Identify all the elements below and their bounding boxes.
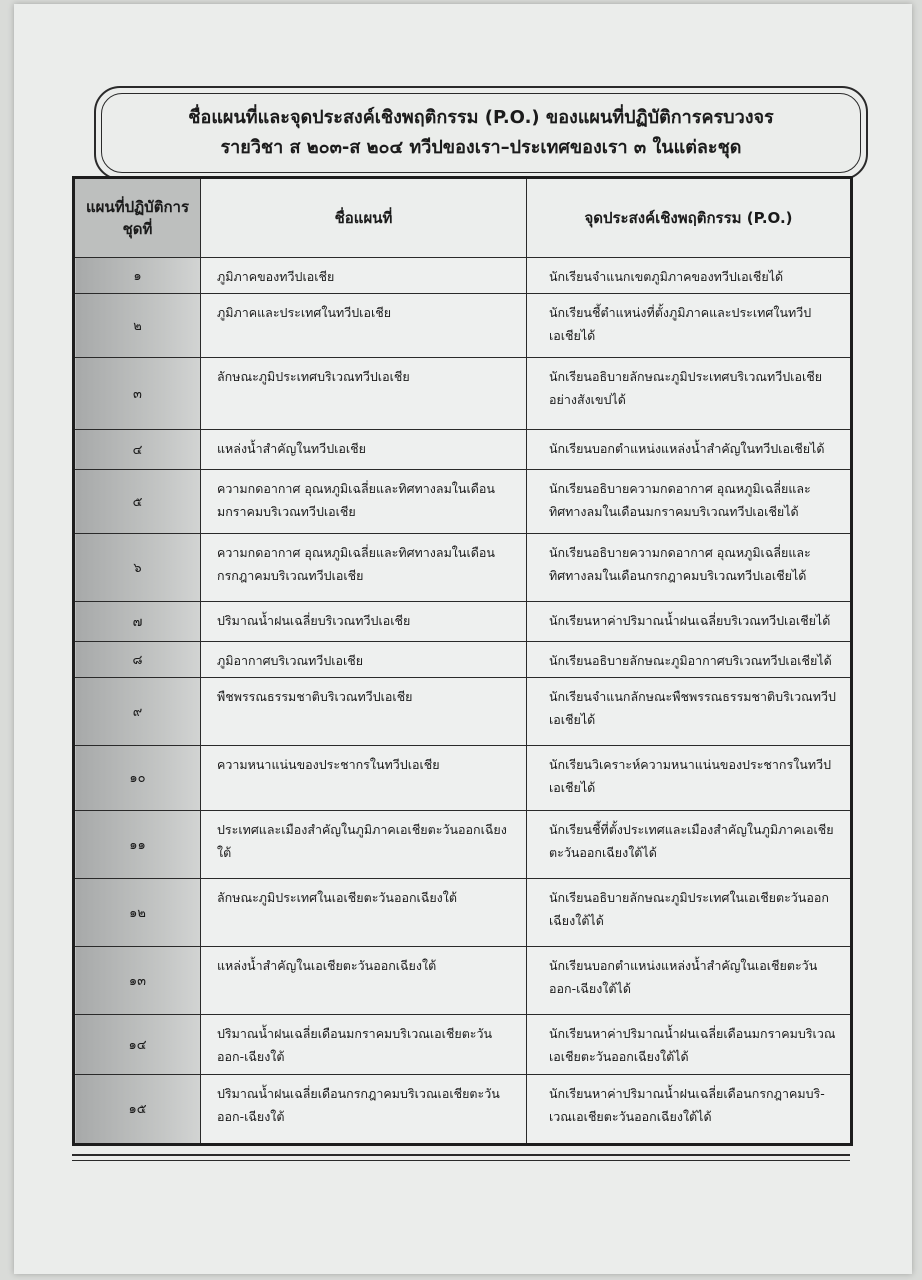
- row-set-number: ๑๕: [74, 1074, 201, 1144]
- row-objective: นักเรียนหาค่าปริมาณน้ำฝนเฉลี่ยบริเวณทวีปเอเชียได้: [527, 602, 852, 642]
- row-objective: นักเรียนอธิบายลักษณะภูมิประเทศบริเวณทวีปเอเชียอย่างสังเขปได้: [527, 358, 852, 430]
- row-set-number: ๑๑: [74, 810, 201, 878]
- row-set-number: ๑๐: [74, 746, 201, 810]
- row-objective: นักเรียนอธิบายความกดอากาศ อุณหภูมิเฉลี่ยและทิศทางลมในเดือนมกราคมบริเวณทวีปเอเชียได้: [527, 470, 852, 534]
- table-body: [74, 258, 852, 1145]
- title-line-1: ชื่อแผนที่และจุดประสงค์เชิงพฤติกรรม (P.O.) ของแผนที่ปฏิบัติการครบวงจร: [188, 107, 774, 128]
- row-map-name: ความกดอากาศ อุณหภูมิเฉลี่ยและทิศทางลมในเดือนกรกฎาคมบริเวณทวีปเอเชีย: [201, 534, 527, 602]
- row-objective: นักเรียนอธิบายลักษณะภูมิประเทศในเอเชียตะวันออกเฉียงใต้ได้: [527, 878, 852, 946]
- row-map-name: ภูมิภาคของทวีปเอเชีย: [201, 258, 527, 294]
- table-row: [74, 358, 852, 430]
- title-line-2: รายวิชา ส ๒๐๓-ส ๒๐๔ ทวีปของเรา–ประเทศของเรา ๓ ในแต่ละชุด: [220, 137, 742, 158]
- row-map-name: แหล่งน้ำสำคัญในทวีปเอเชีย: [201, 430, 527, 470]
- row-objective: นักเรียนหาค่าปริมาณน้ำฝนเฉลี่ยเดือนมกราคมบริเวณเอเชียตะวันออกเฉียงใต้ได้: [527, 1014, 852, 1074]
- row-set-number: ๓: [74, 358, 201, 430]
- table-row: [74, 258, 852, 294]
- plans-table: [72, 176, 853, 1146]
- table-row: [74, 642, 852, 678]
- row-set-number: ๘: [74, 642, 201, 678]
- row-objective: นักเรียนจำแนกเขตภูมิภาคของทวีปเอเชียได้: [527, 258, 852, 294]
- row-set-number: ๑: [74, 258, 201, 294]
- row-objective: นักเรียนชี้ที่ตั้งประเทศและเมืองสำคัญในภูมิภาคเอเชียตะวันออกเฉียงใต้ได้: [527, 810, 852, 878]
- table-row: [74, 470, 852, 534]
- table-row: [74, 746, 852, 810]
- row-set-number: ๖: [74, 534, 201, 602]
- row-map-name: แหล่งน้ำสำคัญในเอเชียตะวันออกเฉียงใต้: [201, 946, 527, 1014]
- row-objective: นักเรียนอธิบายความกดอากาศ อุณหภูมิเฉลี่ยและทิศทางลมในเดือนกรกฎาคมบริเวณทวีปเอเชียได้: [527, 534, 852, 602]
- title-frame: [94, 86, 868, 180]
- row-set-number: ๗: [74, 602, 201, 642]
- row-objective: นักเรียนจำแนกลักษณะพืชพรรณธรรมชาติบริเวณทวีปเอเชียได้: [527, 678, 852, 746]
- row-map-name: พืชพรรณธรรมชาติบริเวณทวีปเอเชีย: [201, 678, 527, 746]
- row-map-name: ปริมาณน้ำฝนเฉลี่ยเดือนกรกฎาคมบริเวณเอเชียตะวันออก-เฉียงใต้: [201, 1074, 527, 1144]
- row-map-name: ความกดอากาศ อุณหภูมิเฉลี่ยและทิศทางลมในเดือนมกราคมบริเวณทวีปเอเชีย: [201, 470, 527, 534]
- table-row: [74, 430, 852, 470]
- table-row: [74, 878, 852, 946]
- table-header-row: [74, 178, 852, 258]
- row-set-number: ๕: [74, 470, 201, 534]
- table-row: [74, 678, 852, 746]
- row-map-name: ปริมาณน้ำฝนเฉลี่ยเดือนมกราคมบริเวณเอเชียตะวันออก-เฉียงใต้: [201, 1014, 527, 1074]
- row-set-number: ๑๒: [74, 878, 201, 946]
- table-row: [74, 1074, 852, 1144]
- header-objective: จุดประสงค์เชิงพฤติกรรม (P.O.): [527, 178, 852, 258]
- row-set-number: ๑๔: [74, 1014, 201, 1074]
- header-set-number: แผนที่ปฏิบัติการ ชุดที่: [74, 178, 201, 258]
- table-row: [74, 294, 852, 358]
- row-set-number: ๒: [74, 294, 201, 358]
- row-map-name: ปริมาณน้ำฝนเฉลี่ยบริเวณทวีปเอเชีย: [201, 602, 527, 642]
- row-map-name: ภูมิภาคและประเทศในทวีปเอเชีย: [201, 294, 527, 358]
- row-map-name: ความหนาแน่นของประชากรในทวีปเอเชีย: [201, 746, 527, 810]
- row-objective: นักเรียนชี้ตำแหน่งที่ตั้งภูมิภาคและประเทศในทวีปเอเชียได้: [527, 294, 852, 358]
- table-row: [74, 534, 852, 602]
- row-objective: นักเรียนบอกตำแหน่งแหล่งน้ำสำคัญในทวีปเอเชียได้: [527, 430, 852, 470]
- header-map-name: ชื่อแผนที่: [201, 178, 527, 258]
- row-set-number: ๑๓: [74, 946, 201, 1014]
- table-row: [74, 810, 852, 878]
- row-map-name: ลักษณะภูมิประเทศในเอเชียตะวันออกเฉียงใต้: [201, 878, 527, 946]
- title-inner-frame: [101, 93, 861, 173]
- bottom-rule: [72, 1154, 850, 1161]
- row-objective: นักเรียนวิเคราะห์ความหนาแน่นของประชากรในทวีปเอเชียได้: [527, 746, 852, 810]
- table-row: [74, 602, 852, 642]
- row-objective: นักเรียนบอกตำแหน่งแหล่งน้ำสำคัญในเอเชียตะวันออก-เฉียงใต้ได้: [527, 946, 852, 1014]
- row-map-name: ประเทศและเมืองสำคัญในภูมิภาคเอเชียตะวันออกเฉียงใต้: [201, 810, 527, 878]
- table-row: [74, 946, 852, 1014]
- row-objective: นักเรียนอธิบายลักษณะภูมิอากาศบริเวณทวีปเอเชียได้: [527, 642, 852, 678]
- table-row: [74, 1014, 852, 1074]
- row-map-name: ภูมิอากาศบริเวณทวีปเอเชีย: [201, 642, 527, 678]
- row-set-number: ๙: [74, 678, 201, 746]
- row-map-name: ลักษณะภูมิประเทศบริเวณทวีปเอเชีย: [201, 358, 527, 430]
- row-set-number: ๔: [74, 430, 201, 470]
- row-objective: นักเรียนหาค่าปริมาณน้ำฝนเฉลี่ยเดือนกรกฎาคมบริ-เวณเอเชียตะวันออกเฉียงใต้ได้: [527, 1074, 852, 1144]
